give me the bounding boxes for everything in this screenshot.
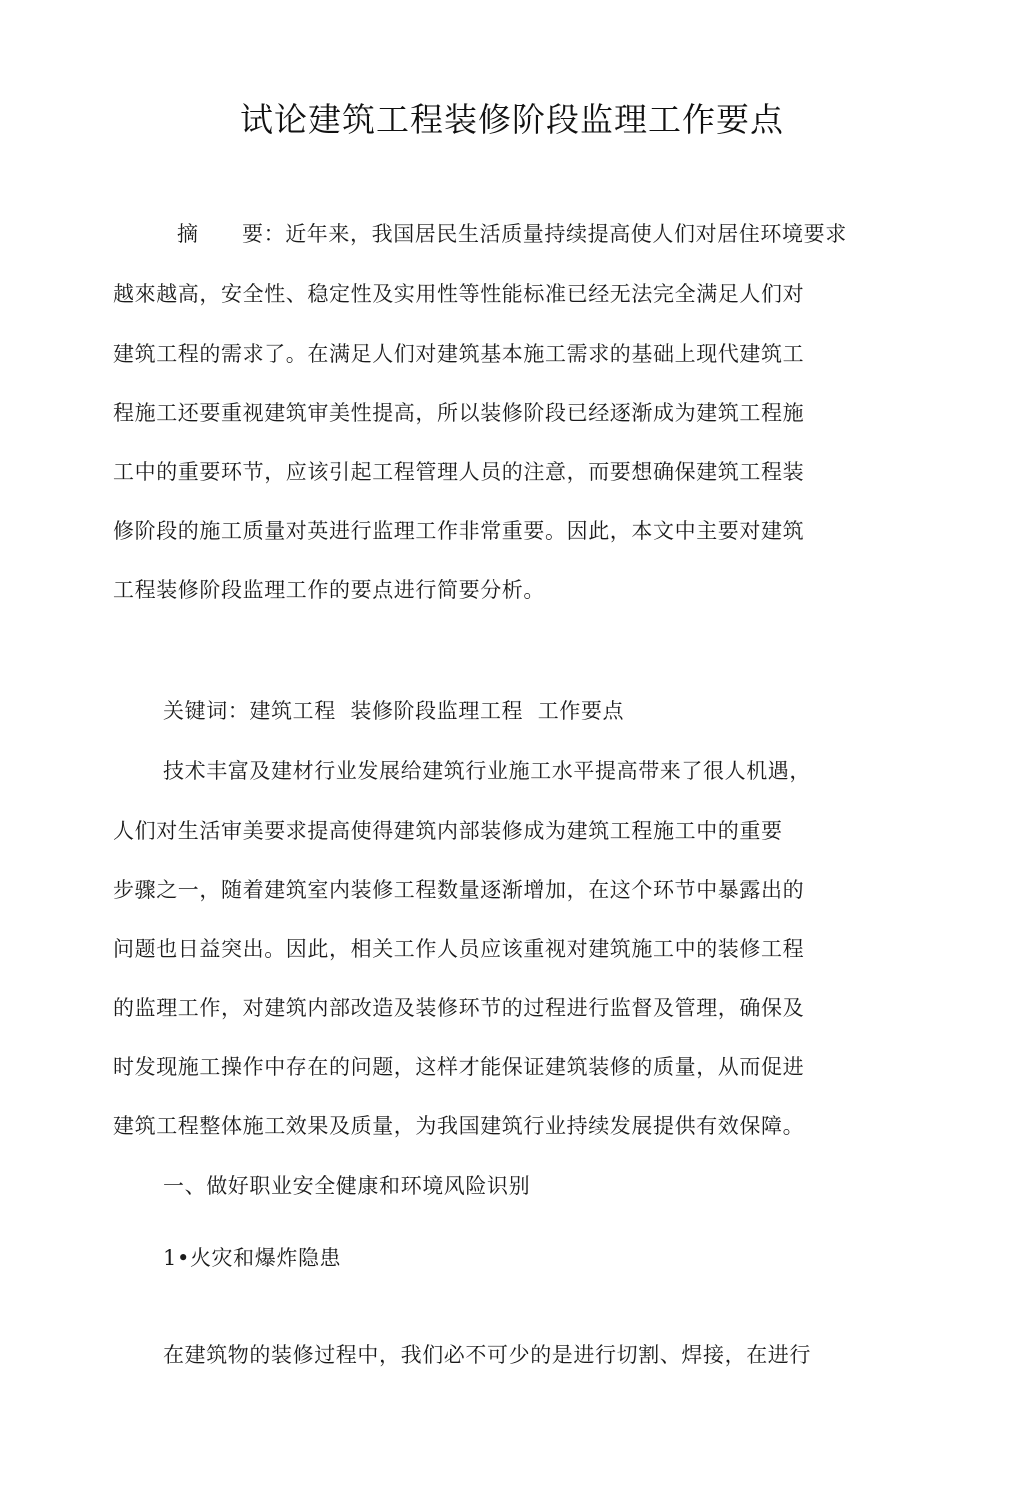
document-title: 试论建筑工程装修阶段监理工作要点 xyxy=(240,100,784,139)
abstract-line: 工程装修阶段监理工作的要点进行简要分析。 xyxy=(113,578,545,602)
abstract-line: 越來越高，安全性、稳定性及实用性等性能标准已经无法完全满足人们对 xyxy=(113,282,805,306)
abstract-label: 摘 xyxy=(177,222,199,246)
paragraph-first-line: 在建筑物的装修过程中，我们必不可少的是进行切割、焊接，在进行 xyxy=(163,1343,811,1367)
intro-line: 建筑工程整体施工效果及质量，为我国建筑行业持续发展提供有效保障。 xyxy=(113,1114,805,1138)
abstract-first-line: 要：近年来，我国居民生活质量持续提高使人们对居住环境要求 xyxy=(242,222,847,246)
subsection-heading: 1•火灾和爆炸隐患 xyxy=(163,1246,342,1270)
abstract-line: 建筑工程的需求了。在满足人们对建筑基本施工需求的基础上现代建筑工 xyxy=(113,342,805,366)
abstract-line: 程施工还要重视建筑审美性提高，所以装修阶段已经逐渐成为建筑工程施 xyxy=(113,401,805,425)
intro-line: 问题也日益突出。因此，相关工作人员应该重视对建筑施工中的装修工程 xyxy=(113,937,805,961)
intro-line: 的监理工作，对建筑内部改造及装修环节的过程进行监督及管理，确保及 xyxy=(113,996,805,1020)
intro-line: 步骤之一，随着建筑室内装修工程数量逐渐增加，在这个环节中暴露出的 xyxy=(113,878,805,902)
intro-line: 人们对生活审美要求提高使得建筑内部装修成为建筑工程施工中的重要 xyxy=(113,819,783,843)
intro-first-line: 技术丰富及建材行业发展给建筑行业施工水平提高带来了很人机遇， xyxy=(163,759,811,783)
abstract-line: 工中的重要环节，应该引起工程管理人员的注意，而要想确保建筑工程装 xyxy=(113,460,805,484)
section-heading: 一、做好职业安全健康和环境风险识别 xyxy=(163,1174,531,1198)
keywords: 关键词：建筑工程 装修阶段监理工程 工作要点 xyxy=(163,699,625,723)
intro-line: 时发现施工操作中存在的问题，这样才能保证建筑装修的质量，从而促进 xyxy=(113,1055,805,1079)
abstract-line: 修阶段的施工质量对英进行监理工作非常重要。因此，本文中主要对建筑 xyxy=(113,519,805,543)
